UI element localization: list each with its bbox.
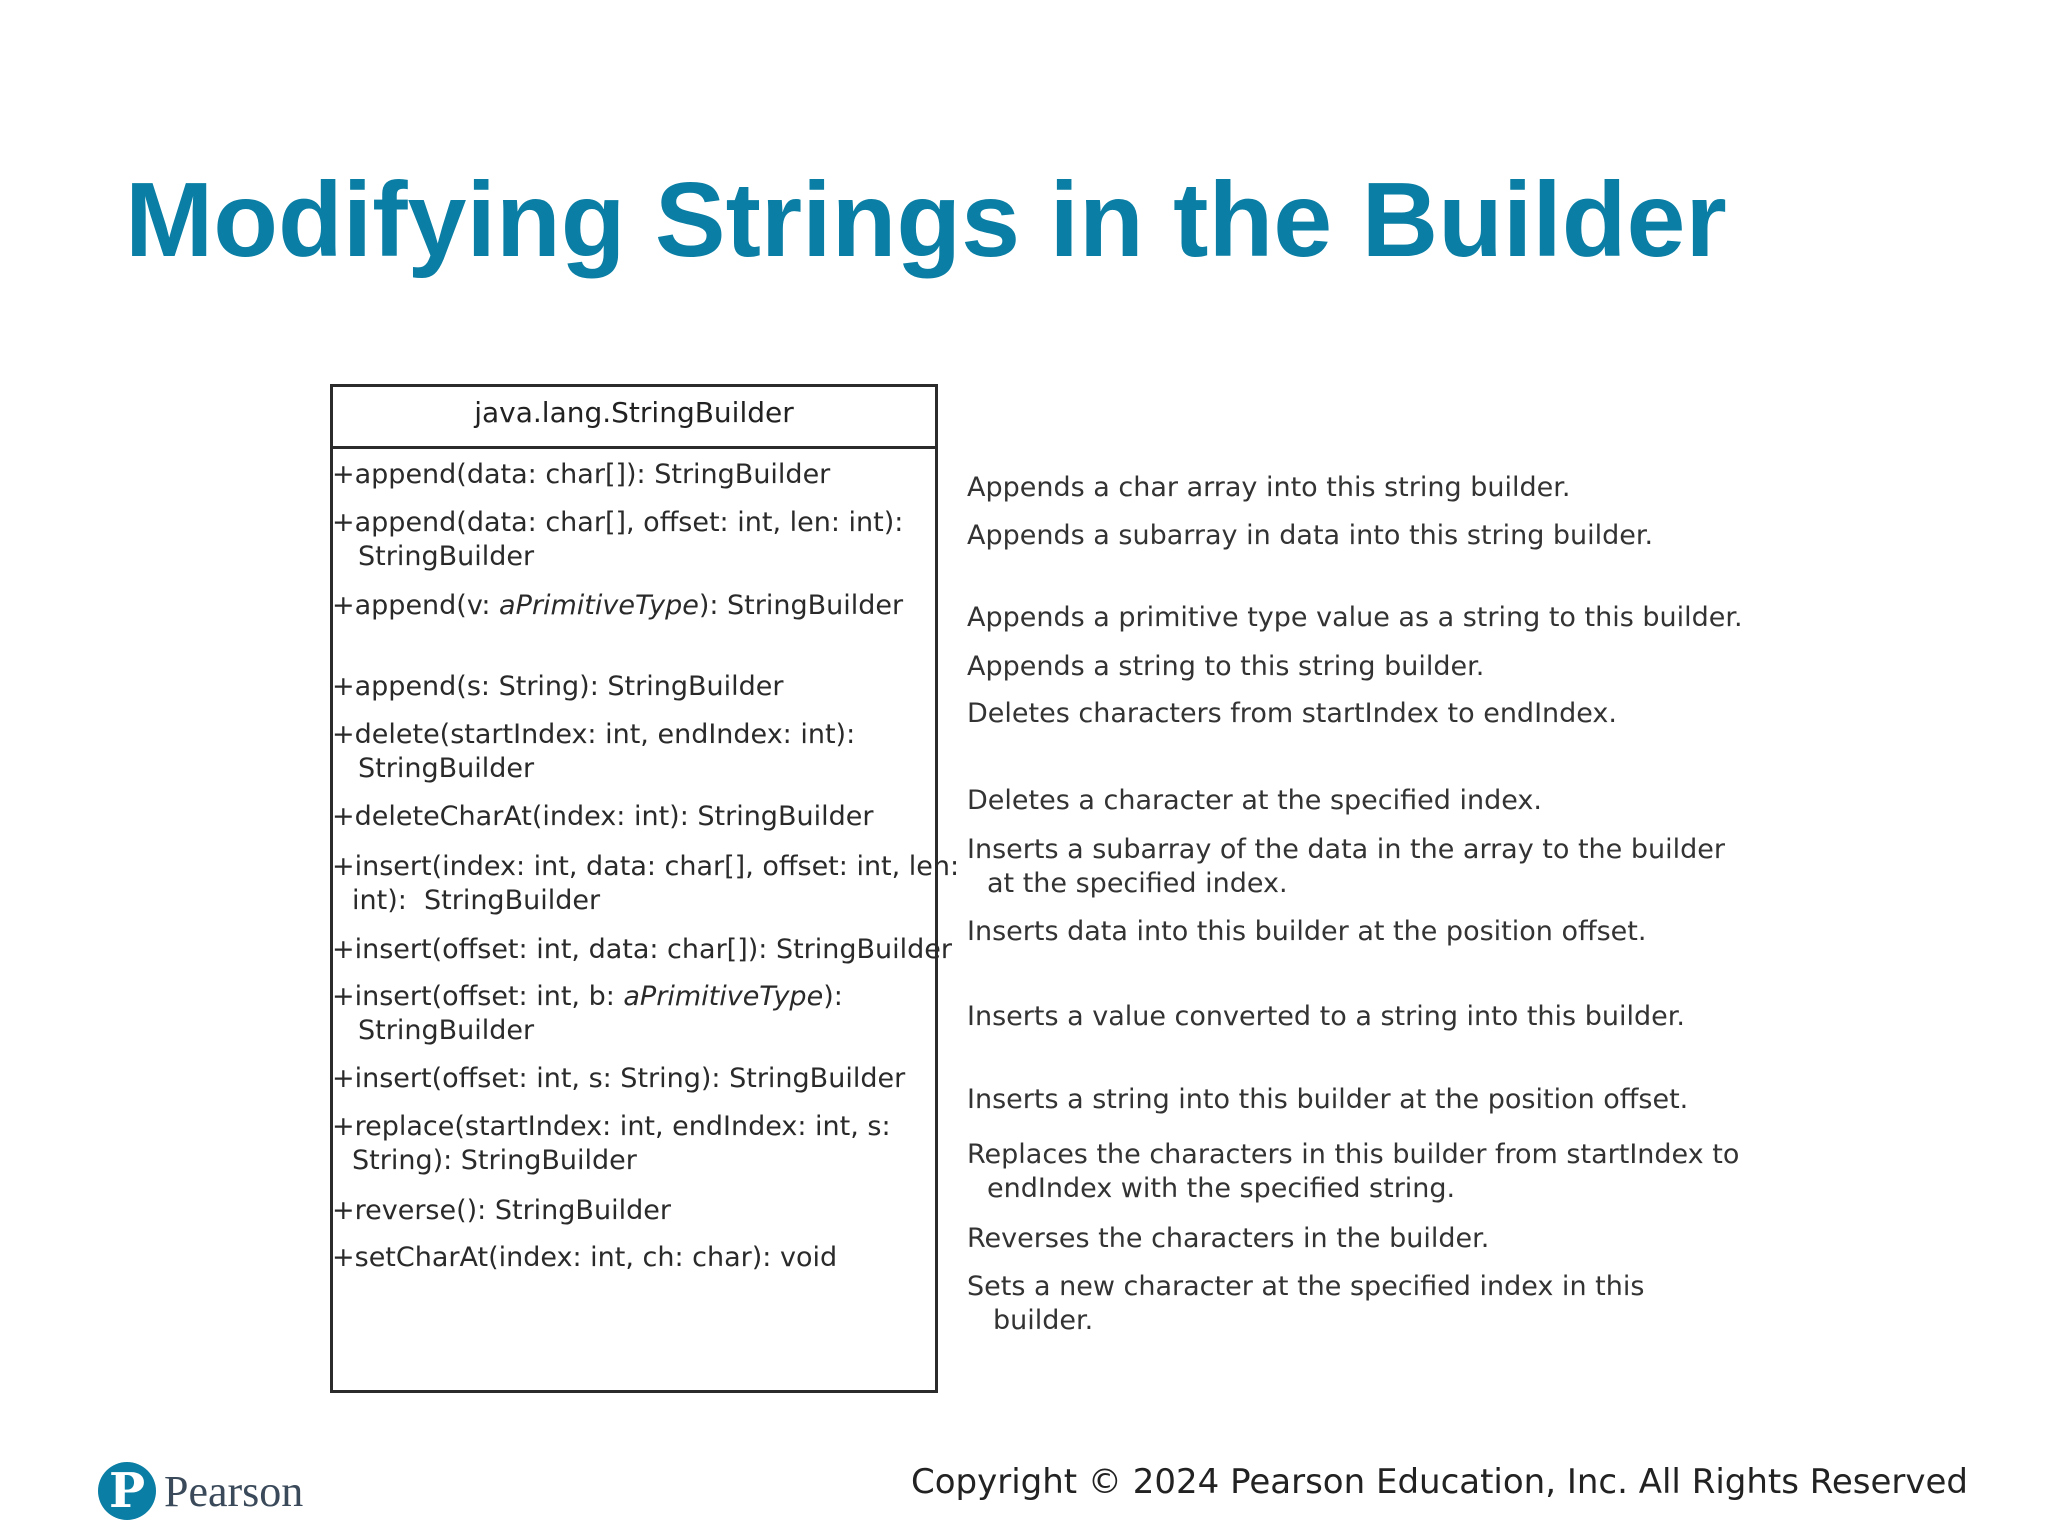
method-append-chararray: +append(data: char[]): StringBuilder [332,459,831,490]
pearson-logo-icon: P [98,1462,156,1520]
method-insert-chararray: +insert(offset: int, data: char[]): StringBuilder [332,934,953,965]
slide-title: Modifying Strings in the Builder [125,161,1727,279]
desc-delete: Deletes characters from startIndex to endIndex. [967,698,1617,729]
desc-insert-subarray: Inserts a subarray of the data in the array to the builder at the specified index. [967,834,1725,899]
desc-append-chararray: Appends a char array into this string builder. [967,472,1571,503]
desc-insert-string: Inserts a string into this builder at the position offset. [967,1084,1689,1115]
method-append-string: +append(s: String): StringBuilder [332,671,784,702]
pearson-logo-text: Pearson [164,1466,304,1516]
desc-replace: Replaces the characters in this builder from startIndex to endIndex with the specified string. [967,1139,1740,1204]
method-replace: +replace(startIndex: int, endIndex: int, s: String): StringBuilder [332,1111,891,1176]
desc-reverse: Reverses the characters in the builder. [967,1223,1490,1254]
pearson-logo [98,1456,303,1526]
desc-deletecharat: Deletes a character at the specified index. [967,785,1542,816]
copyright-notice: Copyright © 2024 Pearson Education, Inc. All Rights Reserved [910,1462,1968,1502]
method-deletecharat: +deleteCharAt(index: int): StringBuilder [332,801,874,832]
method-append-primitive: +append(v: aPrimitiveType): StringBuilder [332,590,904,621]
uml-class-name: java.lang.StringBuilder [333,387,935,449]
method-insert-string: +insert(offset: int, s: String): StringBuilder [332,1063,906,1094]
method-delete: +delete(startIndex: int, endIndex: int): StringBuilder [332,719,856,784]
desc-insert-chararray: Inserts data into this builder at the position offset. [967,916,1647,947]
desc-append-subarray: Appends a subarray in data into this string builder. [967,520,1654,551]
method-setcharat: +setCharAt(index: int, ch: char): void [332,1242,838,1273]
method-reverse: +reverse(): StringBuilder [332,1195,671,1226]
method-append-subarray: +append(data: char[], offset: int, len: int): StringBuilder [332,507,904,572]
desc-setcharat: Sets a new character at the specified index in this builder. [967,1271,1645,1336]
method-insert-primitive: +insert(offset: int, b: aPrimitiveType): StringBuilder [332,981,843,1046]
desc-insert-primitive: Inserts a value converted to a string into this builder. [967,1001,1685,1032]
method-insert-subarray: +insert(index: int, data: char[], offset: int, len: int): StringBuilder [332,851,960,916]
desc-append-primitive: Appends a primitive type value as a string to this builder. [967,602,1743,633]
desc-append-string: Appends a string to this string builder. [967,651,1485,682]
